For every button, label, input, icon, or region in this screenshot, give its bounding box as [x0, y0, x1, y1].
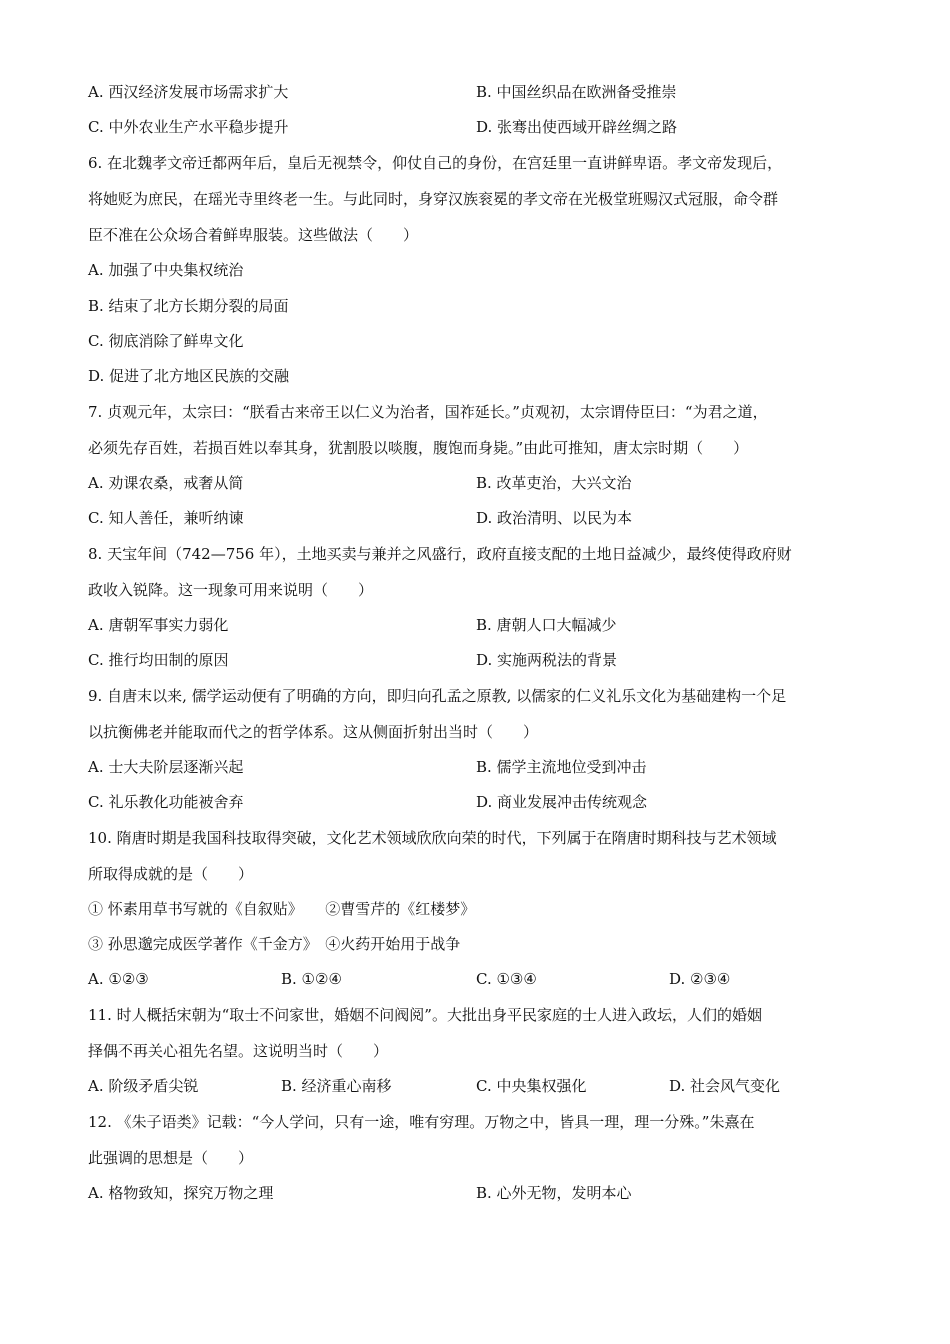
q10-item-line-1: ① 怀素用草书写就的《自叙贴》 ②曹雪芹的《红楼梦》 [88, 900, 476, 918]
q9-option-c: C. 礼乐教化功能被舍弃 [88, 793, 244, 811]
q5-option-a: A. 西汉经济发展市场需求扩大 [88, 83, 289, 101]
q11-option-c: C. 中央集权强化 [476, 1077, 587, 1095]
q9-option-a: A. 士大夫阶层逐渐兴起 [88, 758, 244, 776]
q6-option-d: D. 促进了北方地区民族的交融 [88, 367, 290, 385]
q7-stem-line-2: 必须先存百姓，若损百姓以奉其身，犹割股以啖腹，腹饱而身毙。”由此可推知，唐太宗时期（ ） [88, 439, 749, 457]
q10-item-line-2: ③ 孙思邈完成医学著作《千金方》 ④火药开始用于战争 [88, 935, 461, 953]
q10-option-c: C. ①③④ [476, 970, 537, 988]
q12-option-b: B. 心外无物，发明本心 [476, 1184, 632, 1202]
q6-option-a: A. 加强了中央集权统治 [88, 261, 244, 279]
q11-stem-line-2: 择偶不再关心祖先名望。这说明当时（ ） [88, 1042, 389, 1060]
q10-stem-line-1: 10. 隋唐时期是我国科技取得突破，文化艺术领域欣欣向荣的时代，下列属于在隋唐时期科技与艺术领域 [88, 829, 777, 847]
q8-option-d: D. 实施两税法的背景 [476, 651, 618, 669]
q7-stem-line-1: 7. 贞观元年，太宗曰：“朕看古来帝王以仁义为治者，国祚延长。”贞观初，太宗谓侍臣曰：“为君之道， [88, 403, 768, 421]
q7-option-d: D. 政治清明、以民为本 [476, 509, 633, 527]
q12-option-a: A. 格物致知，探究万物之理 [88, 1184, 274, 1202]
q5-option-d: D. 张骞出使西域开辟丝绸之路 [476, 118, 678, 136]
q8-stem-line-2: 政收入锐降。这一现象可用来说明（ ） [88, 581, 374, 599]
q6-stem-line-2: 将她贬为庶民，在瑶光寺里终老一生。与此同时，身穿汉族衮冕的孝文帝在光极堂班赐汉式冠服，命令群 [88, 190, 779, 208]
q9-stem-line-1: 9. 自唐末以来, 儒学运动便有了明确的方向，即归向孔孟之原教, 以儒家的仁义礼乐文化为基础建构一个足 [88, 687, 787, 705]
q6-stem-line-1: 6. 在北魏孝文帝迁都两年后，皇后无视禁令，仰仗自己的身份，在宫廷里一直讲鲜卑语。孝文帝发现后， [88, 154, 783, 172]
q10-option-b: B. ①②④ [281, 970, 342, 988]
q8-option-a: A. 唐朝军事实力弱化 [88, 616, 229, 634]
q9-option-d: D. 商业发展冲击传统观念 [476, 793, 648, 811]
q7-option-a: A. 劝课农桑，戒奢从简 [88, 474, 244, 492]
q9-stem-line-2: 以抗衡佛老并能取而代之的哲学体系。这从侧面折射出当时（ ） [88, 723, 539, 741]
q5-option-b: B. 中国丝织品在欧洲备受推崇 [476, 83, 677, 101]
q12-stem-line-1: 12. 《朱子语类》记载：“今人学问，只有一途，唯有穷理。万物之中，皆具一理，理一分殊。”朱熹在 [88, 1113, 755, 1131]
q11-option-a: A. 阶级矛盾尖锐 [88, 1077, 199, 1095]
q6-option-c: C. 彻底消除了鲜卑文化 [88, 332, 244, 350]
q7-option-c: C. 知人善任，兼听纳谏 [88, 509, 244, 527]
q10-stem-line-2: 所取得成就的是（ ） [88, 865, 254, 883]
q11-option-b: B. 经济重心南移 [281, 1077, 392, 1095]
q5-option-c: C. 中外农业生产水平稳步提升 [88, 118, 289, 136]
q7-option-b: B. 改革吏治，大兴文治 [476, 474, 632, 492]
q8-option-b: B. 唐朝人口大幅减少 [476, 616, 617, 634]
q12-stem-line-2: 此强调的思想是（ ） [88, 1149, 254, 1167]
q11-option-d: D. 社会风气变化 [669, 1077, 781, 1095]
q6-stem-line-3: 臣不准在公众场合着鲜卑服装。这些做法（ ） [88, 226, 419, 244]
q6-option-b: B. 结束了北方长期分裂的局面 [88, 297, 289, 315]
q8-option-c: C. 推行均田制的原因 [88, 651, 229, 669]
q10-option-d: D. ②③④ [669, 970, 731, 988]
q11-stem-line-1: 11. 时人概括宋朝为“取士不问家世，婚姻不问阀阅”。大批出身平民家庭的士人进入政坛，人们的婚姻 [88, 1006, 762, 1024]
q8-stem-line-1: 8. 天宝年间（742—756 年），土地买卖与兼并之风盛行，政府直接支配的土地日益减少，最终使得政府财 [88, 545, 792, 563]
q9-option-b: B. 儒学主流地位受到冲击 [476, 758, 647, 776]
q10-option-a: A. ①②③ [88, 970, 149, 988]
